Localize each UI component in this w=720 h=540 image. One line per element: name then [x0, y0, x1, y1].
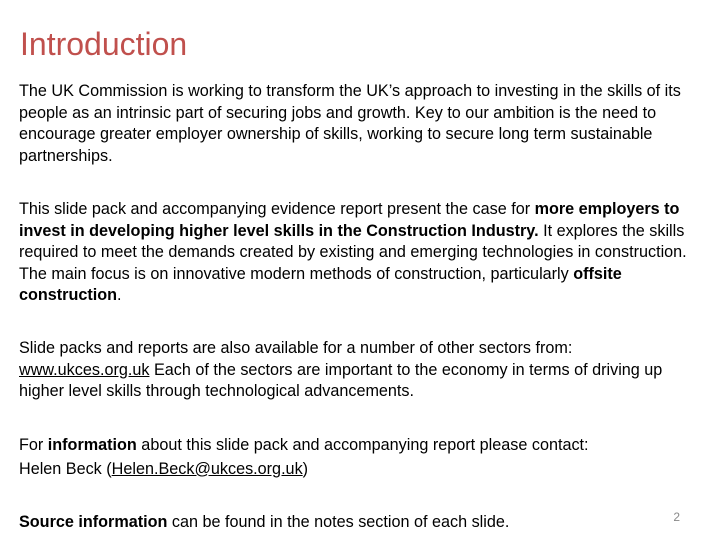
page-number: 2: [673, 510, 680, 524]
contact-text-1: For: [19, 436, 48, 454]
evidence-text-2: It explores the skills required to meet the demands created by existing and emerging technologies in construction. The main focus is on innovative modern methods of construction, particularly: [19, 221, 687, 283]
source-bold: Source information: [19, 513, 168, 531]
contact-paragraph: [19, 434, 691, 481]
sectors-paragraph: [19, 338, 691, 403]
contact-text-2: about this slide pack and accompanying report please contact:: [136, 436, 589, 454]
sectors-text-2: Each of the sectors are important to the economy in terms of driving up higher level skills through technological advancements.: [19, 360, 663, 400]
evidence-bold-1: more employers to invest in developing higher level skills in the Construction Industry.: [19, 200, 680, 240]
source-text: can be found in the notes section of each slide.: [167, 513, 510, 531]
evidence-text-1: This slide pack and accompanying evidence report present the case for: [19, 200, 535, 218]
contact-name: Helen Beck (: [19, 459, 112, 478]
source-paragraph: [19, 512, 691, 534]
sectors-text-1: Slide packs and reports are also available for a number of other sectors from:: [19, 339, 573, 357]
evidence-text-3: .: [117, 286, 122, 304]
ukces-website-link[interactable]: www.ukces.org.uk: [19, 360, 150, 379]
contact-bold: information: [47, 436, 137, 454]
intro-paragraph: [19, 81, 691, 167]
evidence-paragraph: [19, 199, 691, 307]
contact-email-link[interactable]: Helen.Beck@ukces.org.uk: [111, 459, 303, 478]
slide-title: Introduction: [20, 26, 188, 62]
intro-text: The UK Commission is working to transform the UK’s approach to investing in the skills of its people as an intrinsic part of securing jobs and growth. Key to our ambition is the need to encourage greater employer ownership of skills, working to secure long term sustainable partnerships.: [19, 82, 681, 165]
contact-close-paren: ): [302, 459, 309, 478]
evidence-bold-2: offsite construction: [19, 264, 622, 304]
